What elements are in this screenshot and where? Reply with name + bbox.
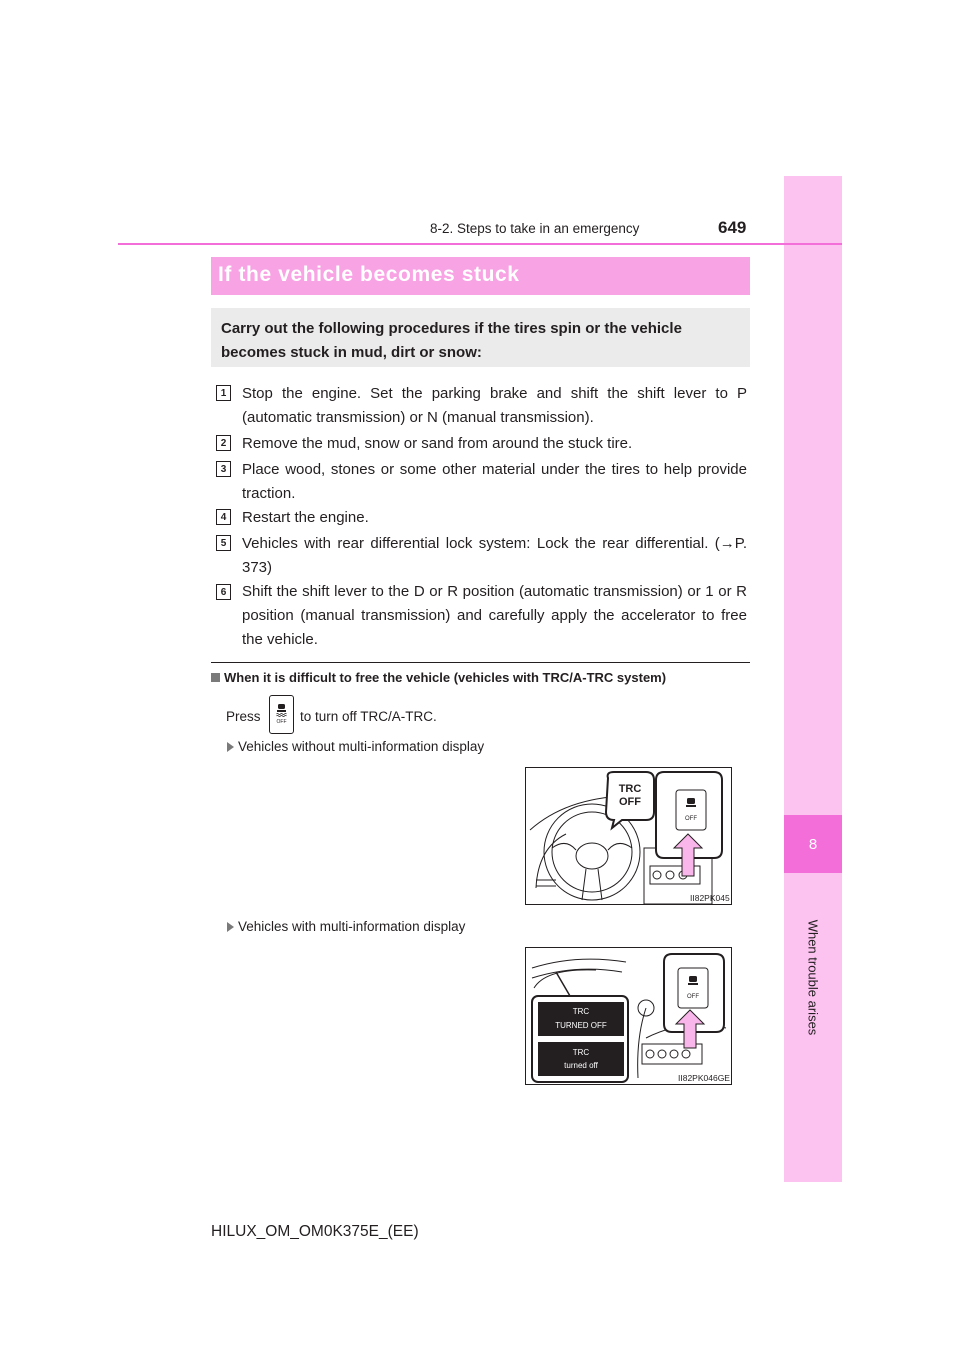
press-text: Press bbox=[226, 709, 261, 724]
variant-1-label bbox=[227, 739, 484, 754]
svg-text:OFF: OFF bbox=[685, 816, 697, 822]
step-number-2: 2 bbox=[216, 435, 231, 451]
triangle-bullet-icon bbox=[227, 922, 234, 932]
chapter-title: 8-2. Steps to take in an emergency bbox=[430, 221, 640, 236]
step-2: Remove the mud, snow or sand from around the stuck tire. bbox=[242, 435, 633, 452]
svg-text:OFF: OFF bbox=[687, 994, 699, 1000]
display-bottom-line1: TRC bbox=[572, 1048, 590, 1057]
square-bullet-icon bbox=[211, 673, 220, 682]
variant-2-label-text: Vehicles with multi-information display bbox=[238, 919, 466, 934]
trc-indicator-line1: TRC bbox=[618, 783, 642, 795]
variant-2-label bbox=[227, 919, 465, 934]
step-number-1: 1 bbox=[216, 385, 231, 401]
section-divider bbox=[211, 662, 750, 663]
section-title: If the vehicle becomes stuck bbox=[218, 263, 520, 286]
illustration-2-code: II82PK046GE bbox=[678, 1073, 730, 1083]
illustration-1-code: II82PK045 bbox=[690, 893, 730, 903]
header-rule bbox=[118, 243, 842, 245]
press-after-text: to turn off TRC/A-TRC. bbox=[300, 709, 437, 724]
step-4: Restart the engine. bbox=[242, 509, 369, 526]
step-number-6: 6 bbox=[216, 584, 231, 600]
variant-1-label-text: Vehicles without multi-information display bbox=[238, 739, 485, 754]
step-number-3: 3 bbox=[216, 461, 231, 477]
step-number-4: 4 bbox=[216, 509, 231, 525]
page-number: 649 bbox=[718, 218, 747, 237]
step-5: Vehicles with rear differential lock system: Lock the rear differential. (→P. 373) bbox=[242, 535, 747, 576]
side-tab-label: When trouble arises bbox=[805, 919, 821, 1036]
display-top-line1: TRC bbox=[572, 1007, 590, 1016]
step-1: Stop the engine. Set the parking brake and shift the shift lever to P (automatic transmission) or N (manual transmission). bbox=[242, 385, 747, 426]
display-bottom-line2: turned off bbox=[564, 1061, 598, 1070]
trc-off-button-icon bbox=[269, 695, 294, 734]
step-number-5: 5 bbox=[216, 535, 231, 551]
triangle-bullet-icon bbox=[227, 742, 234, 752]
footer-document-id: HILUX_OM_OM0K375E_(EE) bbox=[211, 1223, 419, 1240]
step-6: Shift the shift lever to the D or R position (automatic transmission) or 1 or R position (manual transmission) and carefully apply the accelerator to free the vehicle. bbox=[242, 583, 747, 648]
display-top-line2: TURNED OFF bbox=[555, 1021, 607, 1030]
illustration-without-mid bbox=[525, 767, 732, 905]
button-off-text: OFF bbox=[276, 719, 287, 725]
note-heading-text: When it is difficult to free the vehicle (vehicles with TRC/A-TRC system) bbox=[224, 670, 667, 685]
note-heading bbox=[211, 670, 666, 685]
trc-indicator-line2: OFF bbox=[619, 796, 641, 808]
illustration-with-mid bbox=[525, 947, 732, 1085]
side-tab-number: 8 bbox=[808, 835, 818, 853]
step-3: Place wood, stones or some other material under the tires to help provide traction. bbox=[242, 461, 747, 502]
intro-box: Carry out the following procedures if the tires spin or the vehicle becomes stuck in mud, dirt or snow: bbox=[211, 308, 750, 367]
